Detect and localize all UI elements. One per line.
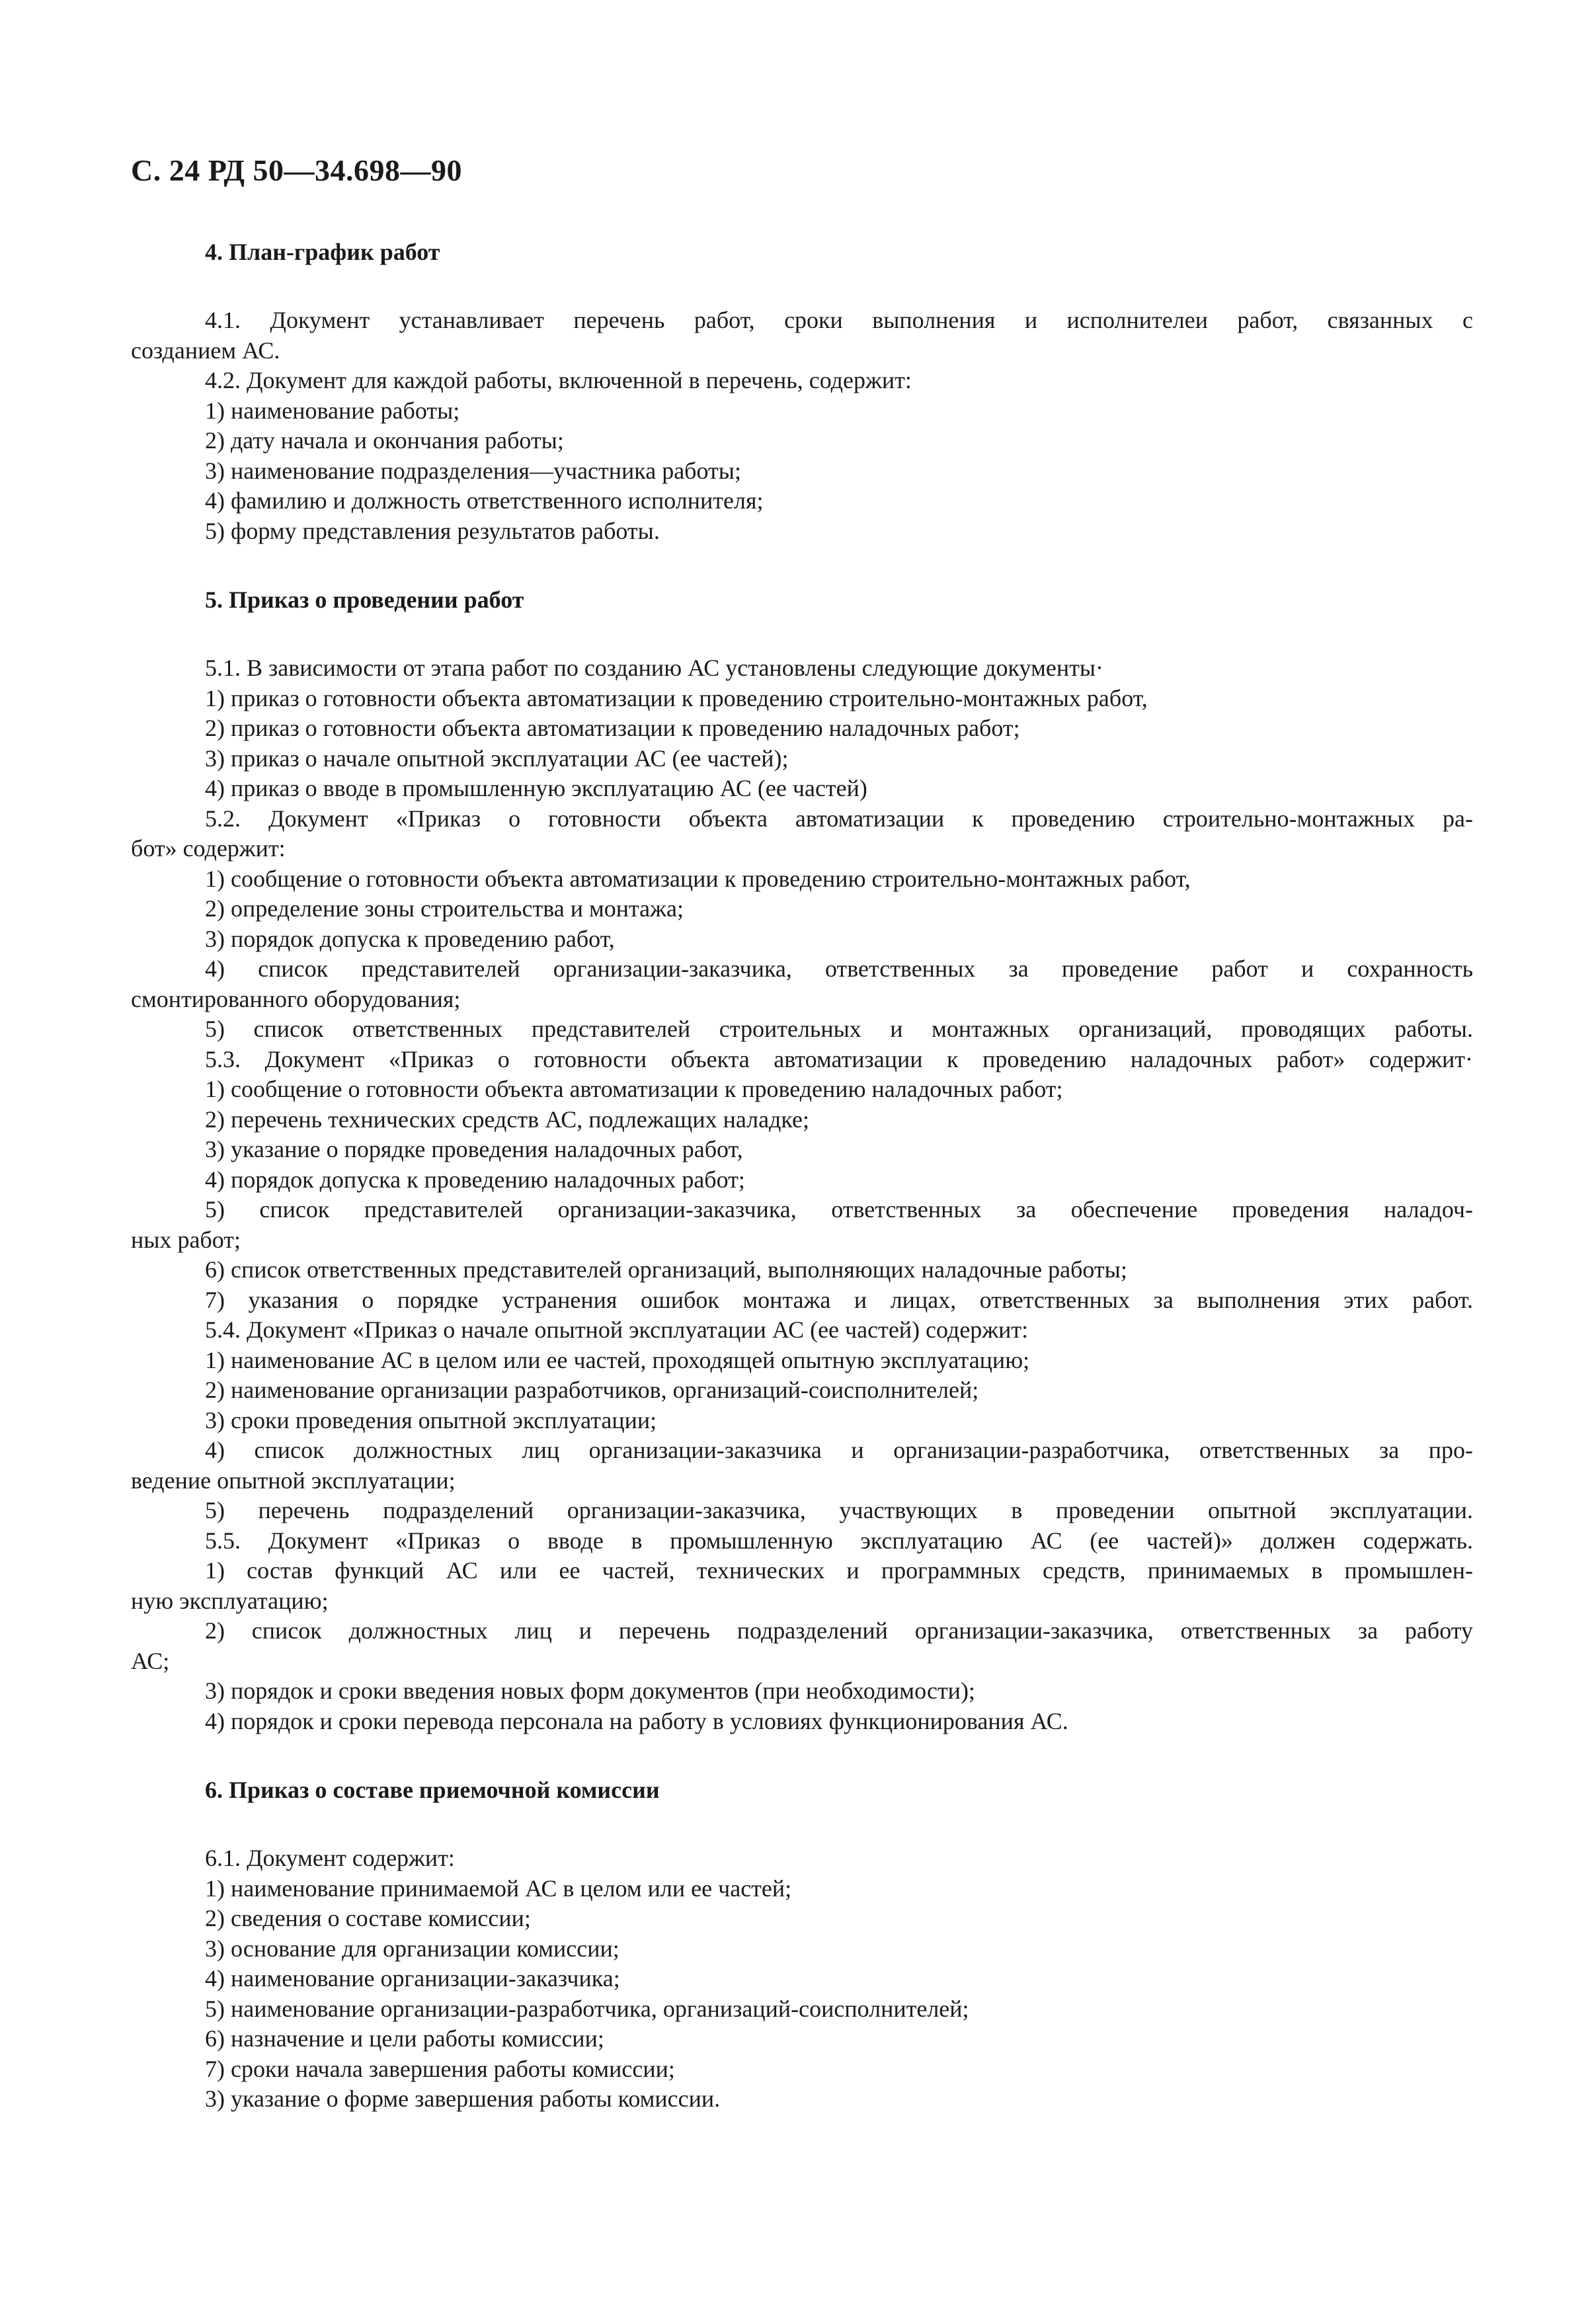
text-line: 5.2. Документ «Приказ о готовности объекта автоматизации к проведению строительно-монтажных ра- (205, 805, 1473, 832)
text-line: 4) приказ о вводе в промышленную эксплуатацию АС (ее частей) (205, 775, 867, 801)
text-line: созданием АС. (131, 337, 280, 364)
text-line: 4.2. Документ для каждой работы, включенной в перечень, содержит: (205, 367, 912, 393)
text-line: 5.4. Документ «Приказ о начале опытной эксплуатации АС (ее частей) содержит: (205, 1316, 1029, 1343)
text-line: ных работ; (131, 1226, 241, 1253)
text-line: 3) приказ о начале опытной эксплуатации АС (ее частей); (205, 745, 789, 772)
text-line: 2) наименование организации разработчиков, организаций-соисполнителей; (205, 1377, 979, 1403)
page-header: С. 24 РД 50—34.698—90 (131, 153, 463, 187)
text-line: 6.1. Документ содержит: (205, 1845, 455, 1871)
document-page (131, 151, 1473, 2153)
section-title: 6. Приказ о составе приемочной комиссии (205, 1777, 660, 1803)
document-body (131, 237, 1473, 2115)
text-line: 2) сведения о составе комиссии; (205, 1905, 531, 1931)
text-line: 1) наименование работы; (205, 397, 460, 424)
text-line: 3) основание для организации комиссии; (205, 1935, 619, 1962)
text-line: 3) порядок и сроки введения новых форм документов (при необходимости); (205, 1677, 975, 1704)
text-line: 4) наименование организации-заказчика; (205, 1965, 620, 1992)
text-line: 5.3. Документ «Приказ о готовности объекта автоматизации к проведению наладочных работ» содержит· (205, 1045, 1473, 1072)
text-line: 3) наименование подразделения—участника работы; (205, 457, 741, 484)
text-line: 5) список представителей организации-заказчика, ответственных за обеспечение проведения наладоч- (205, 1196, 1473, 1223)
text-line: 2) список должностных лиц и перечень подразделений организации-заказчика, ответственных за работу (205, 1617, 1473, 1644)
section-6 (131, 1775, 1473, 2115)
section-text (131, 653, 1473, 1736)
text-line: 4) фамилию и должность ответственного исполнителя; (205, 487, 764, 514)
text-line: 5) список ответственных представителей строительных и монтажных организаций, проводящих работы. (205, 1016, 1473, 1042)
text-line: смонтированного оборудования; (131, 985, 461, 1012)
text-line: 5) наименование организации-разработчика, организаций-соисполнителей; (205, 1995, 969, 2022)
text-line: 3) указание о форме завершения работы комиссии. (205, 2085, 721, 2112)
text-line: 1) сообщение о готовности объекта автоматизации к проведению наладочных работ; (205, 1076, 1063, 1102)
text-line: 5.1. В зависимости от этапа работ по созданию АС установлены следующие документы· (205, 655, 1103, 681)
section-5 (131, 585, 1473, 1736)
text-line: 4) список представителей организации-заказчика, ответственных за проведение работ и сохранность (205, 955, 1473, 982)
text-line: 2) дату начала и окончания работы; (205, 427, 564, 454)
text-line: 5) перечень подразделений организации-заказчика, участвующих в проведении опытной эксплуатации. (205, 1497, 1473, 1523)
text-line: 5) форму представления результатов работы. (205, 517, 660, 544)
text-line: 4.1. Документ устанавливает перечень работ, сроки выполнения и исполнителеи работ, связанных с (205, 307, 1473, 333)
text-line: 5.5. Документ «Приказ о вводе в промышленную эксплуатацию АС (ее частей)» должен содержать. (205, 1527, 1473, 1554)
text-line: 2) приказ о готовности объекта автоматизации к проведению наладочных работ; (205, 715, 1020, 741)
section-title: 4. План-график работ (205, 239, 440, 265)
text-line: 1) состав функций АС или ее частей, технических и программных средств, принимаемых в промышлен- (205, 1557, 1473, 1584)
text-line: 1) наименование АС в целом или ее частей, проходящей опытную эксплуатацию; (205, 1346, 1030, 1373)
section-text (131, 305, 1473, 546)
text-line: 7) сроки начала завершения работы комиссии; (205, 2055, 675, 2082)
section-title: 5. Приказ о проведении работ (205, 586, 524, 613)
text-line: 4) порядок допуска к проведению наладочных работ; (205, 1166, 745, 1193)
text-line: 4) порядок и сроки перевода персонала на работу в условиях функционирования АС. (205, 1707, 1068, 1734)
section-4 (131, 237, 1473, 546)
text-line: АС; (131, 1647, 170, 1674)
text-line: 3) сроки проведения опытной эксплуатации; (205, 1406, 657, 1433)
text-line: 1) сообщение о готовности объекта автоматизации к проведению строительно-монтажных работ, (205, 865, 1191, 892)
text-line: 4) список должностных лиц организации-заказчика и организации-разработчика, ответственных за про- (205, 1437, 1473, 1463)
text-line: 2) перечень технических средств АС, подлежащих наладке; (205, 1106, 810, 1133)
text-line: 3) указание о порядке проведения наладочных работ, (205, 1136, 743, 1162)
text-line: 1) наименование принимаемой АС в целом или ее частей; (205, 1875, 792, 1902)
text-line: ную эксплуатацию; (131, 1587, 329, 1614)
text-line: 1) приказ о готовности объекта автоматизации к проведению строительно-монтажных работ, (205, 684, 1148, 711)
text-line: 7) указания о порядке устранения ошибок монтажа и лицах, ответственных за выполнения этих работ. (205, 1286, 1473, 1313)
text-line: ведение опытной эксплуатации; (131, 1467, 456, 1494)
text-line: 3) порядок допуска к проведению работ, (205, 925, 615, 952)
text-line: 6) назначение и цели работы комиссии; (205, 2025, 604, 2052)
text-line: 6) список ответственных представителей организаций, выполняющих наладочные работы; (205, 1256, 1127, 1283)
section-text (131, 1843, 1473, 2115)
text-line: 2) определение зоны строительства и монтажа; (205, 895, 684, 922)
text-line: бот» содержит: (131, 835, 286, 862)
